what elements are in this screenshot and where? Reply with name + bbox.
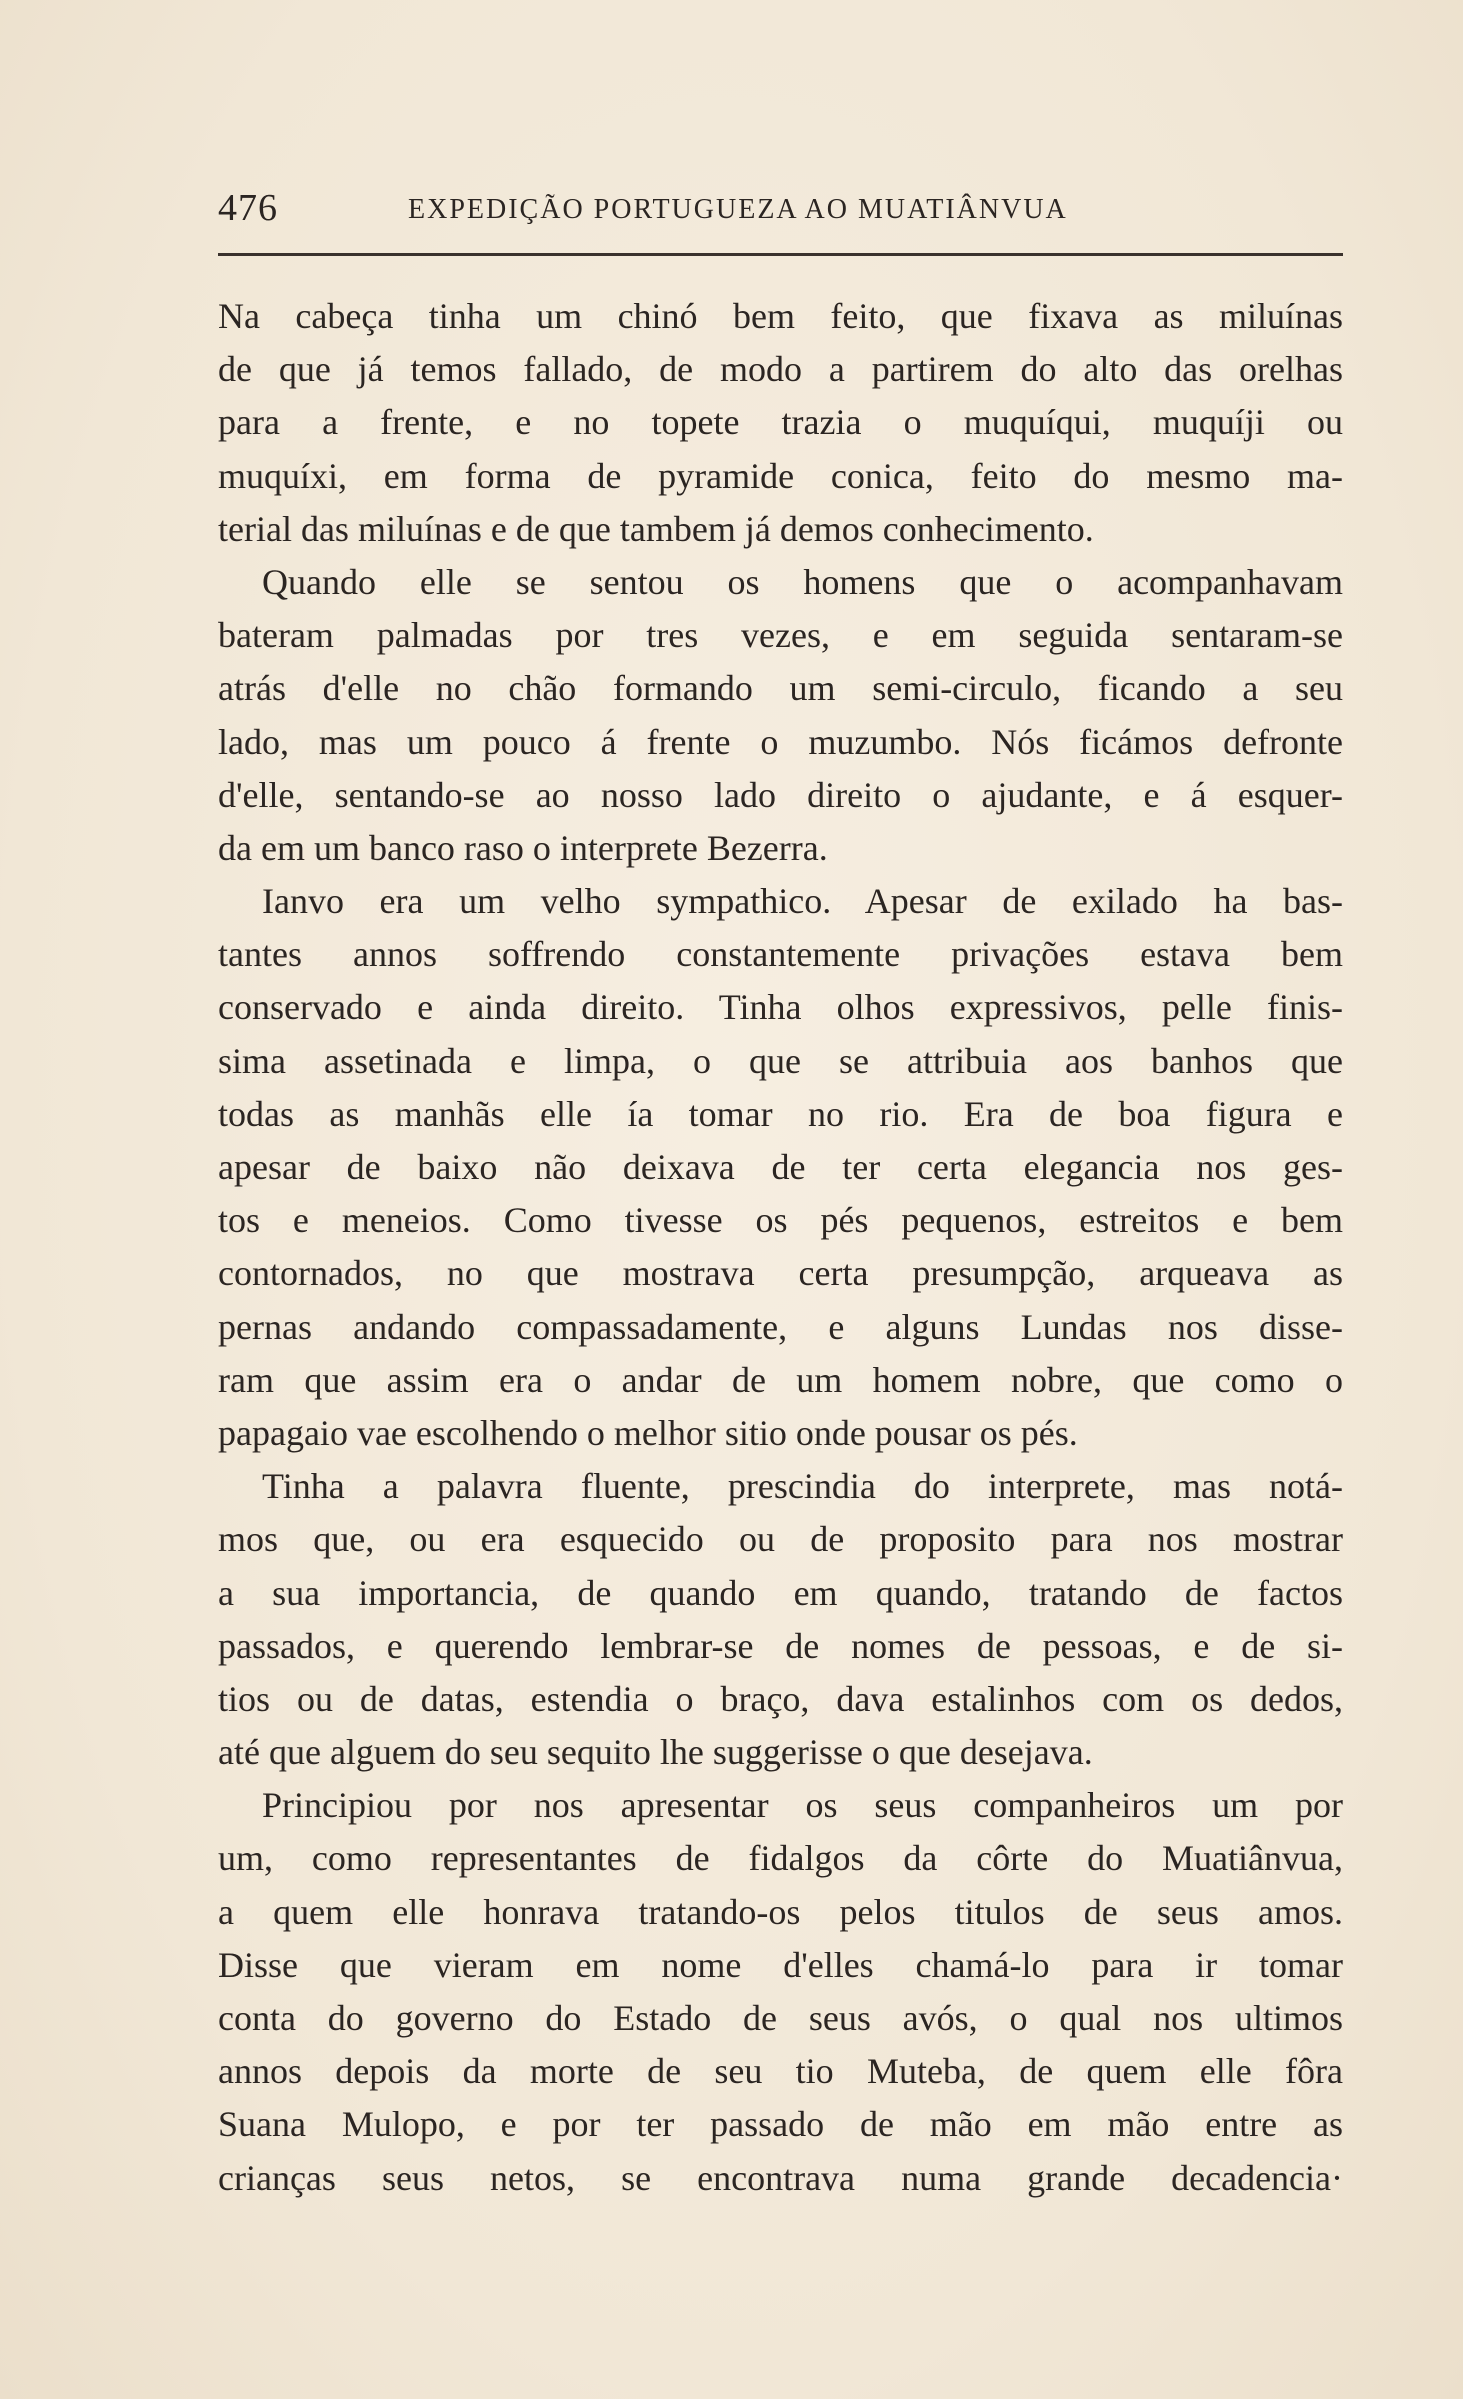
text-line: Suana Mulopo, e por ter passado de mão em mão entre as xyxy=(218,2104,1343,2145)
text-line: lado, mas um pouco á frente o muzumbo. Nós ficámos defronte xyxy=(218,721,1343,762)
text-line: terial das miluínas e de que tambem já demos conhecimento. xyxy=(218,508,1094,549)
text-line: um, como representantes de fidalgos da côrte do Muatiânvua, xyxy=(218,1838,1343,1879)
text-line: conta do governo do Estado de seus avós, o qual nos ultimos xyxy=(218,1998,1343,2038)
page-header xyxy=(218,186,1343,238)
text-line: tos e meneios. Como tivesse os pés pequenos, estreitos e bem xyxy=(218,1200,1343,1241)
text-line: Tinha a palavra fluente, prescindia do interprete, mas notá- xyxy=(262,1466,1343,1507)
text-line: pernas andando compassadamente, e alguns Lundas nos disse- xyxy=(218,1306,1343,1347)
text-line: mos que, ou era esquecido ou de proposito para nos mostrar xyxy=(218,1519,1343,1560)
text-line: todas as manhãs elle ía tomar no rio. Era de boa figura e xyxy=(218,1093,1343,1134)
text-line: atrás d'elle no chão formando um semi-circulo, ficando a seu xyxy=(218,668,1343,709)
text-line: até que alguem do seu sequito lhe suggerisse o que desejava. xyxy=(218,1732,1093,1773)
text-line: d'elle, sentando-se ao nosso lado direito o ajudante, e á esquer- xyxy=(218,774,1343,815)
text-line: muquíxi, em forma de pyramide conica, feito do mesmo ma- xyxy=(218,455,1343,496)
text-line: tios ou de datas, estendia o braço, dava estalinhos com os dedos, xyxy=(218,1678,1343,1719)
text-line: Na cabeça tinha um chinó bem feito, que fixava as miluínas xyxy=(218,296,1343,336)
text-line: Disse que vieram em nome d'elles chamá-lo para ir tomar xyxy=(218,1944,1343,1985)
header-rule xyxy=(218,253,1343,256)
text-line: conservado e ainda direito. Tinha olhos expressivos, pelle finis- xyxy=(218,987,1343,1028)
text-line: para a frente, e no topete trazia o muquíqui, muquíji ou xyxy=(218,402,1343,443)
text-line: annos depois da morte de seu tio Muteba, de quem elle fôra xyxy=(218,2051,1343,2092)
text-line: Principiou por nos apresentar os seus companheiros um por xyxy=(262,1785,1343,1826)
text-line: papagaio vae escolhendo o melhor sitio onde pousar os pés. xyxy=(218,1412,1078,1453)
text-line: da em um banco raso o interprete Bezerra. xyxy=(218,827,828,868)
text-line: bateram palmadas por tres vezes, e em seguida sentaram-se xyxy=(218,615,1343,656)
running-title: EXPEDIÇÃO PORTUGUEZA AO MUATIÂNVUA xyxy=(408,194,1068,225)
text-line: de que já temos fallado, de modo a partirem do alto das orelhas xyxy=(218,349,1343,390)
body-text xyxy=(218,290,1343,2205)
text-line: ram que assim era o andar de um homem nobre, que como o xyxy=(218,1359,1343,1400)
text-line: passados, e querendo lembrar-se de nomes de pessoas, e de si- xyxy=(218,1625,1343,1666)
text-line: a quem elle honrava tratando-os pelos titulos de seus amos. xyxy=(218,1891,1343,1932)
text-line: contornados, no que mostrava certa presumpção, arqueava as xyxy=(218,1253,1343,1294)
text-line: Ianvo era um velho sympathico. Apesar de exilado ha bas- xyxy=(262,881,1343,922)
text-line: tantes annos soffrendo constantemente privações estava bem xyxy=(218,934,1343,975)
text-line: crianças seus netos, se encontrava numa grande decadencia· xyxy=(218,2157,1343,2198)
text-line: a sua importancia, de quando em quando, tratando de factos xyxy=(218,1572,1343,1613)
text-line: Quando elle se sentou os homens que o acompanhavam xyxy=(262,561,1343,602)
page-number: 476 xyxy=(218,187,278,229)
text-line: apesar de baixo não deixava de ter certa elegancia nos ges- xyxy=(218,1147,1343,1187)
text-line: sima assetinada e limpa, o que se attribuia aos banhos que xyxy=(218,1040,1343,1081)
